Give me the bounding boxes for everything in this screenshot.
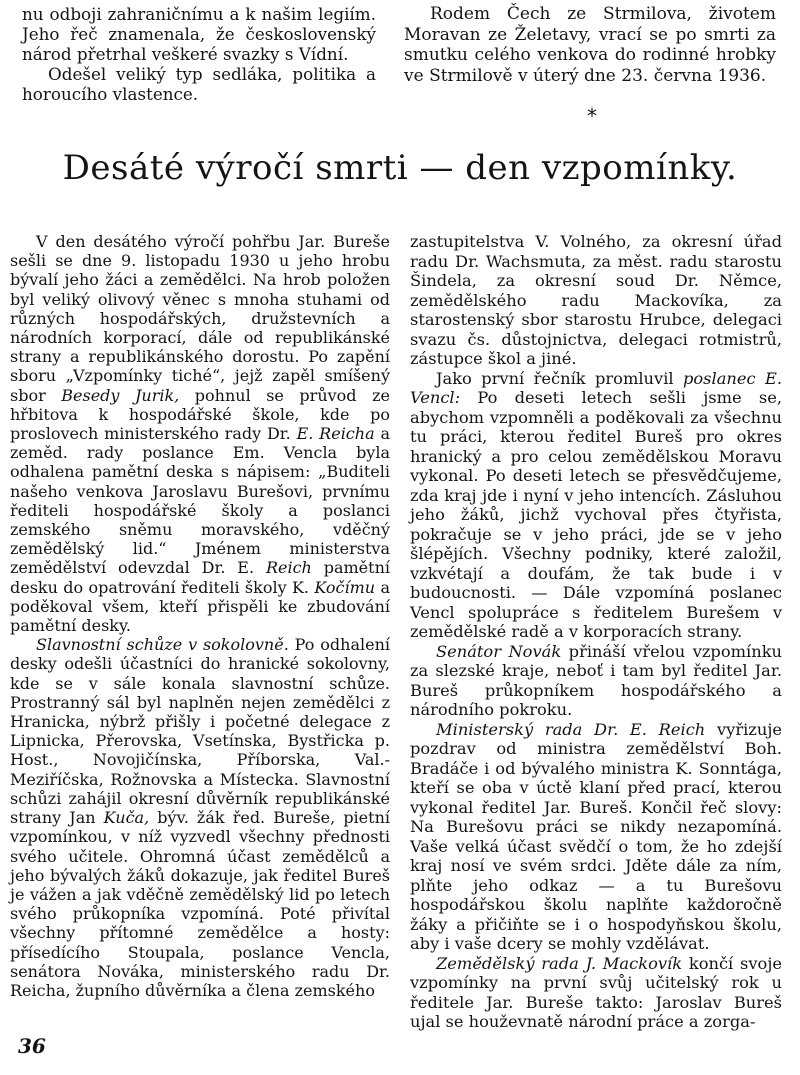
emphasis: Ministerský rada Dr. E. Reich — [436, 719, 706, 739]
text: končí svoje vzpomínky na první svůj učitelský rok u ředitele Jar. Bureše takto: Jaroslav Bureš ujal se houževnatě národní práce a zorga- — [410, 953, 782, 1031]
article-left-column — [10, 232, 390, 1000]
emphasis: E. Reicha — [296, 424, 375, 444]
continued-text-left — [22, 4, 376, 104]
paragraph — [410, 642, 782, 720]
text: býv. žák řed. Bureše, pietní vzpomínkou, v níž vyzvedl všechny přednosti svého učitele. Ohromná účast zemědělců a jeho bývalých žáků dokazuje, jak ředitel Bureš je vážen a jak vděčně zemědělský lid po letech svého průkopníka vzpomíná. Poté přivítal všechny přítomné zemědělce a hosty: přísedícího Stoupala, poslance Vencla, senátora Nováka, ministerského radu Dr. Reicha, župního důvěrníka a člena zemského — [10, 808, 390, 1000]
text: pamětní desku do opatrování řediteli školy K. — [10, 558, 390, 597]
text: pohnul se průvod ze hřbitova k hospodářské škole, kde po proslovech ministerského rady Dr. — [10, 385, 390, 444]
paragraph: Rodem Čech ze Strmilova, životem Moravan ze Želetavy, vrací se po smrti za smutku celého venkova do rodinné hrobky ve Strmilově v úterý dne 23. června 1936. — [404, 4, 776, 86]
paragraph — [10, 635, 390, 1000]
paragraph — [410, 720, 782, 954]
emphasis: Besedy Jurik, — [61, 385, 180, 405]
paragraph: nu odboji zahraničnímu a k našim legiím. Jeho řeč znamenala, že československý národ přetrhal veškeré svazky s Vídní. — [22, 4, 376, 65]
paragraph — [410, 954, 782, 1032]
emphasis: Kuča, — [103, 808, 150, 828]
text: Po deseti letech sešli jsme se, abychom vzpomněli a poděkovali za všechnu tu práci, kterou ředitel Bureš pro okres hranický a pro celou zemědělskou Moravu vykonal. Po deseti letech se přesvědčujeme, zda kraj jde i nyní v jeho intencích. Zásluhou jeho žáků, jichž vychoval přes čtyřista, pokračuje se v jeho práci, jde se v jeho šlépějích. Všechny podniky, které založil, vzkvétají a doufám, že tak bude i v budoucnosti. — Dále vzpomíná poslanec Vencl spolupráce s ředitelem Burešem v zemědělské radě a v korporacích strany. — [410, 388, 782, 641]
emphasis: Zemědělský rada J. Mackovík — [436, 953, 683, 973]
paragraph: Odešel veliký typ sedláka, politika a horoucího vlastence. — [22, 64, 376, 105]
text: Jako první řečník promluvil — [436, 368, 674, 388]
emphasis: Senátor Novák — [436, 641, 562, 661]
emphasis: poslanec E. Vencl: — [410, 368, 782, 407]
text: a zeměd. rady poslance Em. Vencla byla odhalena pamětní deska s nápisem: „Buditeli našeho venkova Jaroslavu Burešovi, prvnímu řediteli hospodářské školy a poslanci zemského sněmu moravského, vděčný zemědělský lid.“ Jménem ministerstva zemědělství odevzdal Dr. E. — [10, 424, 390, 578]
emphasis: Kočímu — [314, 577, 376, 597]
paragraph: zastupitelstva V. Volného, za okresní úřad radu Dr. Wachsmuta, za měst. radu starostu Šindela, za okresní soud Dr. Němce, zemědělského radu Mackovíka, za starostenský sbor starostu Hrubce, delegaci svazu čs. důstojnictva, delegaci rotmistrů, zástupce škol a jiné. — [410, 232, 782, 368]
paragraph — [10, 232, 390, 635]
text: a poděkoval všem, kteří přispěli ke zbudování pamětní desky. — [10, 577, 390, 636]
emphasis: Slavnostní schůze v sokolovně. — [36, 635, 289, 655]
text: Po odhalení desky odešli účastníci do hranické sokolovny, kde se v sále konala slavnostní schůze. Prostranný sál byl naplněn nejen zemědělci z Hranicka, nýbrž přišly i početné delegace z Lipnicka, Přerovska, Vsetínska, Bystřicka p. Host., Novojičínska, Příborska, Val.-Meziříčska, Rožnovska a Místecka. Slavnostní schůzi zahájil okresní důvěrník republikánské strany Jan — [10, 635, 391, 828]
text: vyřizuje pozdrav od ministra zemědělství Boh. Bradáče i od bývalého ministra K. Sonntága, kteří se oba v úctě klaní před prací, kterou vykonal ředitel Jar. Bureš. Končil řeč slovy: Na Burešovu práci se nikdy nezapomíná. Vaše velká účast svědčí o tom, že ho zdejší kraj nosí ve svém srdci. Jděte dále za ním, plňte jeho odkaz — a tu Burešovu hospodářskou školu naplňte každoročně žáky a přičiňte se i o hospodyňskou školu, aby i vaše dcery se mohly vzdělávat. — [410, 719, 782, 953]
page-number: 36 — [18, 1034, 46, 1058]
text: přináší vřelou vzpomínku za slezské kraje, neboť i tam byl ředitel Jar. Bureš průkopníkem hospodářského a národního pokroku. — [410, 641, 782, 719]
continued-text-right — [404, 4, 776, 86]
emphasis: Reich — [265, 558, 312, 578]
text: V den desátého výročí pohřbu Jar. Bureše sešli se dne 9. listopadu 1930 u jeho hrobu bývalí jeho žáci a zemědělci. Na hrob položen byl veliký olivový věnec s mnoha stuhami od různých hospodářských, družstevních a národních korporací, dále od republikánské strany a republikánského dorostu. Po zapění sboru „Vzpomínky tiché“, jejž zapěl smíšený sbor — [10, 232, 390, 405]
section-separator-asterisk: * — [587, 104, 597, 128]
article-headline: Desáté výročí smrti — den vzpomínky. — [62, 148, 738, 188]
article-right-column — [410, 232, 782, 1032]
paragraph — [410, 369, 782, 642]
